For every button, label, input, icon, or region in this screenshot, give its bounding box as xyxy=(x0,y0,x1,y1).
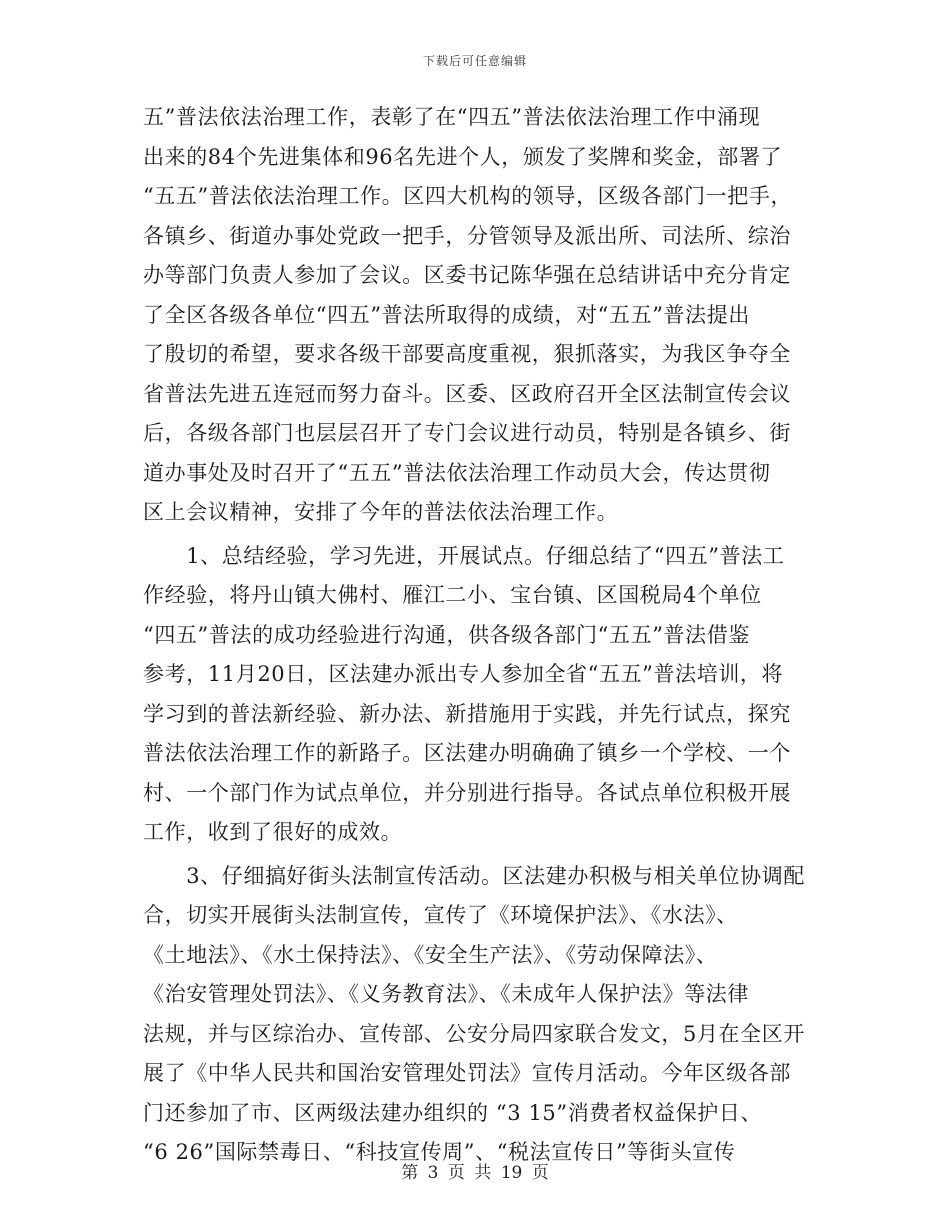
text-line: 3、仔细搞好街头法制宣传活动。区法建办积极与相关单位协调配 xyxy=(143,863,805,888)
text-line: 道办事处及时召开了“五五”普法依法治理工作动员大会，传达贯彻 xyxy=(143,460,771,485)
text-line: 展了《中华人民共和国治安管理处罚法》宣传月活动。今年区级各部 xyxy=(143,1061,791,1085)
text-line: 1、总结经验，学习先进，开展试点。仔细总结了“四五”普法工 xyxy=(143,543,785,568)
text-line: 区上会议精神，安排了今年的普法依法治理工作。 xyxy=(143,500,619,524)
page-header-note: 下载后可任意编辑 xyxy=(422,54,527,68)
text-line: 工作，收到了很好的成效。 xyxy=(143,820,403,844)
paragraph-3 xyxy=(143,857,807,1173)
paragraph-1 xyxy=(143,98,807,533)
text-line: 《治安管理处罚法》、《义务教育法》、《未成年人保护法》等法律 xyxy=(143,982,749,1006)
text-line: 出来的84个先进集体和96名先进个人，颁发了奖牌和奖金，部署了 xyxy=(143,144,783,169)
text-line: 省普法先进五连冠而努力奋斗。区委、区政府召开全区法制宣传会议 xyxy=(143,381,791,406)
text-line: 了殷切的希望，要求各级干部要高度重视，狠抓落实，为我区争夺全 xyxy=(143,342,791,366)
text-line: 作经验，将丹山镇大佛村、雁江二小、宝台镇、区国税局4个单位 xyxy=(143,583,762,607)
text-line: 各镇乡、街道办事处党政一把手，分管领导及派出所、司法所、综治 xyxy=(143,223,791,248)
text-line: 办等部门负责人参加了会议。区委书记陈华强在总结讲话中充分肯定 xyxy=(143,263,791,287)
paragraph-2 xyxy=(143,537,807,853)
page-number: 第 3 页 共 19 页 xyxy=(401,1163,549,1183)
text-line: 法规，并与区综治办、宣传部、公安分局四家联合发文，5月在全区开 xyxy=(143,1021,805,1046)
document-body xyxy=(143,98,807,1173)
text-line: “四五”普法的成功经验进行沟通，供各级各部门“五五”普法借鉴 xyxy=(143,622,750,647)
text-line: 合，切实开展街头法制宣传，宣传了《环境保护法》、《水法》、 xyxy=(143,903,738,927)
text-line: 五”普法依法治理工作，表彰了在“四五”普法依法治理工作中涌现 xyxy=(143,105,761,129)
text-line: 学习到的普法新经验、新办法、新措施用于实践，并先行试点，探究 xyxy=(143,701,791,726)
text-line: 门还参加了市、区两级法建办组织的 “3 15”消费者权益保护日、 xyxy=(143,1100,763,1125)
text-line: 村、一个部门作为试点单位，并分别进行指导。各试点单位积极开展 xyxy=(143,780,791,805)
text-line: 了全区各级各单位“四五”普法所取得的成绩，对“五五”普法提出 xyxy=(143,302,750,327)
text-line: “6 26”国际禁毒日、“科技宣传周”、“税法宣传日”等街头宣传 xyxy=(143,1140,736,1164)
text-line: 参考，11月20日，区法建办派出专人参加全省“五五”普法培训，将 xyxy=(143,662,784,686)
text-line: “五五”普法依法治理工作。区四大机构的领导，区级各部门一把手， xyxy=(143,184,793,208)
text-line: 《土地法》、《水土保持法》、《安全生产法》、《劳动保障法》、 xyxy=(143,942,718,967)
text-line: 普法依法治理工作的新路子。区法建办明确确了镇乡一个学校、一个 xyxy=(143,741,791,765)
text-line: 后，各级各部门也层层召开了专门会议进行动员，特别是各镇乡、街 xyxy=(143,421,791,445)
